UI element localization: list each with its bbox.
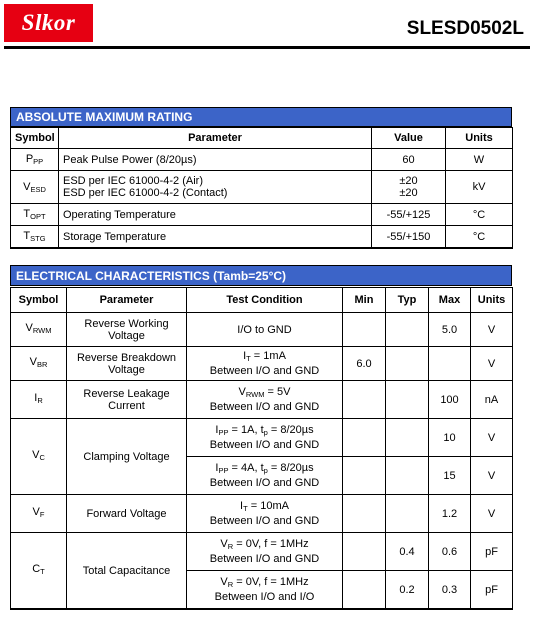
logo-text: Slkor bbox=[21, 10, 76, 35]
amr-row-topt bbox=[11, 204, 513, 226]
max-cell: 15 bbox=[429, 457, 471, 495]
condition-line-1 bbox=[191, 424, 338, 439]
min-cell bbox=[343, 313, 386, 347]
cond-symbol: V bbox=[220, 538, 228, 550]
symbol-cell bbox=[11, 495, 67, 533]
parameter-cell: Clamping Voltage bbox=[67, 419, 187, 495]
min-cell bbox=[343, 533, 386, 571]
amr-row-vesd bbox=[11, 171, 513, 204]
unit-cell: kV bbox=[446, 171, 513, 204]
symbol-subscript: BR bbox=[36, 360, 48, 369]
typ-cell bbox=[386, 313, 429, 347]
amr-row-tstg bbox=[11, 226, 513, 249]
parameter-cell: Operating Temperature bbox=[59, 204, 372, 226]
ec-row-vrwm bbox=[11, 313, 513, 347]
min-cell bbox=[343, 419, 386, 457]
cond-value: = 10mA bbox=[247, 500, 289, 512]
cond-value: = 1A, t bbox=[228, 424, 264, 436]
cond-value-pulse: = 8/20µs bbox=[267, 424, 314, 436]
condition-cell bbox=[187, 347, 343, 381]
symbol-cell bbox=[11, 419, 67, 495]
condition-line-2: Between I/O and GND bbox=[209, 365, 320, 377]
condition-line-2: Between I/O and GND bbox=[209, 477, 320, 489]
ec-header-row bbox=[11, 288, 513, 313]
parameter-cell: Reverse Working Voltage bbox=[67, 313, 187, 347]
max-cell: 5.0 bbox=[429, 313, 471, 347]
min-cell bbox=[343, 381, 386, 419]
condition-cell bbox=[187, 381, 343, 419]
min-cell bbox=[343, 495, 386, 533]
value-cell: 60 bbox=[372, 149, 446, 171]
cond-subscript: PP bbox=[218, 428, 229, 437]
condition-cell bbox=[187, 571, 343, 610]
symbol-subscript: OPT bbox=[30, 212, 46, 221]
value-cell: -55/+150 bbox=[372, 226, 446, 249]
symbol: T bbox=[23, 208, 31, 220]
symbol-cell bbox=[11, 313, 67, 347]
amr-table bbox=[10, 127, 513, 249]
ec-col-parameter: Parameter bbox=[67, 288, 187, 313]
max-cell: 10 bbox=[429, 419, 471, 457]
parameter-cell: Peak Pulse Power (8/20µs) bbox=[59, 149, 372, 171]
ec-col-symbol: Symbol bbox=[11, 288, 67, 313]
ec-col-typ: Typ bbox=[386, 288, 429, 313]
value-cell bbox=[372, 171, 446, 204]
condition-line-1 bbox=[191, 576, 338, 591]
condition-line-1 bbox=[191, 462, 338, 477]
symbol: V bbox=[32, 449, 40, 461]
amr-col-value: Value bbox=[372, 128, 446, 149]
symbol-cell bbox=[11, 381, 67, 419]
symbol-cell bbox=[11, 226, 59, 249]
value-line-contact: ±20 bbox=[399, 187, 418, 199]
symbol: I bbox=[34, 392, 38, 404]
parameter-cell: Forward Voltage bbox=[67, 495, 187, 533]
cond-subscript-p: p bbox=[263, 466, 268, 475]
max-cell bbox=[429, 347, 471, 381]
cond-subscript: R bbox=[227, 580, 234, 589]
cond-subscript: T bbox=[246, 354, 251, 363]
condition-line-1 bbox=[191, 538, 338, 553]
cond-symbol: V bbox=[220, 576, 228, 588]
parameter-cell bbox=[59, 171, 372, 204]
unit-cell: °C bbox=[446, 226, 513, 249]
parameter-cell bbox=[67, 347, 187, 381]
symbol-subscript: F bbox=[39, 510, 45, 519]
typ-cell bbox=[386, 381, 429, 419]
ec-col-min: Min bbox=[343, 288, 386, 313]
param-line-contact: ESD per IEC 61000-4-2 (Contact) bbox=[63, 187, 228, 199]
symbol: P bbox=[25, 153, 34, 165]
condition-cell bbox=[187, 419, 343, 457]
param-line-2: Voltage bbox=[108, 363, 145, 376]
unit-cell: °C bbox=[446, 204, 513, 226]
condition-cell bbox=[187, 457, 343, 495]
cond-value: = 0V, f = 1MHz bbox=[233, 576, 309, 588]
condition-line-1 bbox=[191, 500, 338, 515]
unit-cell: pF bbox=[471, 571, 513, 610]
symbol-cell bbox=[11, 533, 67, 610]
max-cell: 0.3 bbox=[429, 571, 471, 610]
condition-cell bbox=[187, 495, 343, 533]
ec-row-vc-1 bbox=[11, 419, 513, 457]
cond-subscript: PP bbox=[218, 466, 229, 475]
symbol: V bbox=[25, 322, 33, 334]
amr-header-row bbox=[11, 128, 513, 149]
condition-line-2: Between I/O and GND bbox=[209, 401, 320, 413]
typ-cell bbox=[386, 419, 429, 457]
ec-col-units: Units bbox=[471, 288, 513, 313]
condition-line-2: Between I/O and I/O bbox=[214, 591, 315, 603]
ec-col-test-condition: Test Condition bbox=[187, 288, 343, 313]
ec-row-vbr bbox=[11, 347, 513, 381]
parameter-cell: Storage Temperature bbox=[59, 226, 372, 249]
cond-symbol: V bbox=[238, 386, 246, 398]
cond-subscript: R bbox=[227, 542, 234, 551]
ec-title: ELECTRICAL CHARACTERISTICS (Tamb=25°C) bbox=[10, 265, 512, 286]
typ-cell bbox=[386, 495, 429, 533]
symbol-subscript: PP bbox=[33, 157, 44, 166]
amr-row-ppp bbox=[11, 149, 513, 171]
cond-symbol: I bbox=[215, 462, 219, 474]
symbol-cell bbox=[11, 149, 59, 171]
value-line-air: ±20 bbox=[399, 175, 418, 187]
symbol-subscript: C bbox=[39, 453, 45, 462]
condition-line-1 bbox=[191, 386, 338, 401]
unit-cell: pF bbox=[471, 533, 513, 571]
typ-cell bbox=[386, 347, 429, 381]
cond-symbol: I bbox=[240, 500, 244, 512]
cond-subscript: T bbox=[243, 504, 248, 513]
unit-cell: nA bbox=[471, 381, 513, 419]
condition-line-2: Between I/O and GND bbox=[209, 515, 320, 527]
cond-subscript-p: p bbox=[263, 428, 268, 437]
symbol: C bbox=[32, 563, 41, 575]
cond-value: = 0V, f = 1MHz bbox=[233, 538, 309, 550]
part-number: SLESD0502L bbox=[406, 18, 524, 39]
condition-cell: I/O to GND bbox=[187, 313, 343, 347]
condition-line-2: Between I/O and GND bbox=[209, 553, 320, 565]
max-cell: 100 bbox=[429, 381, 471, 419]
unit-cell: V bbox=[471, 313, 513, 347]
cond-value-pulse: = 8/20µs bbox=[267, 462, 314, 474]
parameter-cell: Reverse Leakage Current bbox=[67, 381, 187, 419]
symbol-cell bbox=[11, 171, 59, 204]
parameter-cell: Total Capacitance bbox=[67, 533, 187, 610]
min-cell: 6.0 bbox=[343, 347, 386, 381]
max-cell: 0.6 bbox=[429, 533, 471, 571]
ec-row-vf bbox=[11, 495, 513, 533]
typ-cell bbox=[386, 457, 429, 495]
amr-title: ABSOLUTE MAXIMUM RATING bbox=[10, 107, 512, 127]
amr-col-symbol: Symbol bbox=[11, 128, 59, 149]
unit-cell: V bbox=[471, 495, 513, 533]
ec-row-ct-1 bbox=[11, 533, 513, 571]
ec-table bbox=[10, 287, 513, 610]
cond-subscript: RWM bbox=[245, 390, 265, 399]
symbol: V bbox=[23, 180, 31, 193]
unit-cell: W bbox=[446, 149, 513, 171]
condition-line-1 bbox=[191, 350, 338, 365]
cond-value: = 4A, t bbox=[228, 462, 264, 474]
amr-col-units: Units bbox=[446, 128, 513, 149]
symbol-subscript: T bbox=[40, 567, 45, 576]
max-cell: 1.2 bbox=[429, 495, 471, 533]
unit-cell: V bbox=[471, 347, 513, 381]
cond-symbol: I bbox=[215, 424, 219, 436]
condition-cell bbox=[187, 533, 343, 571]
symbol-cell bbox=[11, 204, 59, 226]
unit-cell: V bbox=[471, 457, 513, 495]
symbol-subscript: ESD bbox=[30, 184, 46, 194]
symbol-cell bbox=[11, 347, 67, 381]
cond-symbol: I bbox=[243, 350, 247, 362]
symbol-subscript: STG bbox=[30, 234, 46, 243]
unit-cell: V bbox=[471, 419, 513, 457]
symbol: V bbox=[32, 506, 40, 518]
typ-cell: 0.4 bbox=[386, 533, 429, 571]
symbol: V bbox=[29, 356, 37, 368]
symbol-subscript: RWM bbox=[32, 326, 52, 335]
amr-col-parameter: Parameter bbox=[59, 128, 372, 149]
cond-value: = 5V bbox=[264, 386, 291, 398]
ec-col-max: Max bbox=[429, 288, 471, 313]
min-cell bbox=[343, 571, 386, 610]
ec-row-ir bbox=[11, 381, 513, 419]
condition-line-2: Between I/O and GND bbox=[209, 439, 320, 451]
typ-cell: 0.2 bbox=[386, 571, 429, 610]
min-cell bbox=[343, 457, 386, 495]
symbol: T bbox=[23, 230, 31, 242]
header-rule bbox=[4, 46, 530, 49]
symbol-subscript: R bbox=[37, 396, 43, 405]
value-cell: -55/+125 bbox=[372, 204, 446, 226]
param-line-air: ESD per IEC 61000-4-2 (Air) bbox=[63, 175, 203, 187]
param-line-1: Reverse Breakdown bbox=[76, 351, 177, 364]
brand-logo bbox=[4, 4, 93, 42]
cond-value: = 1mA bbox=[250, 350, 286, 362]
